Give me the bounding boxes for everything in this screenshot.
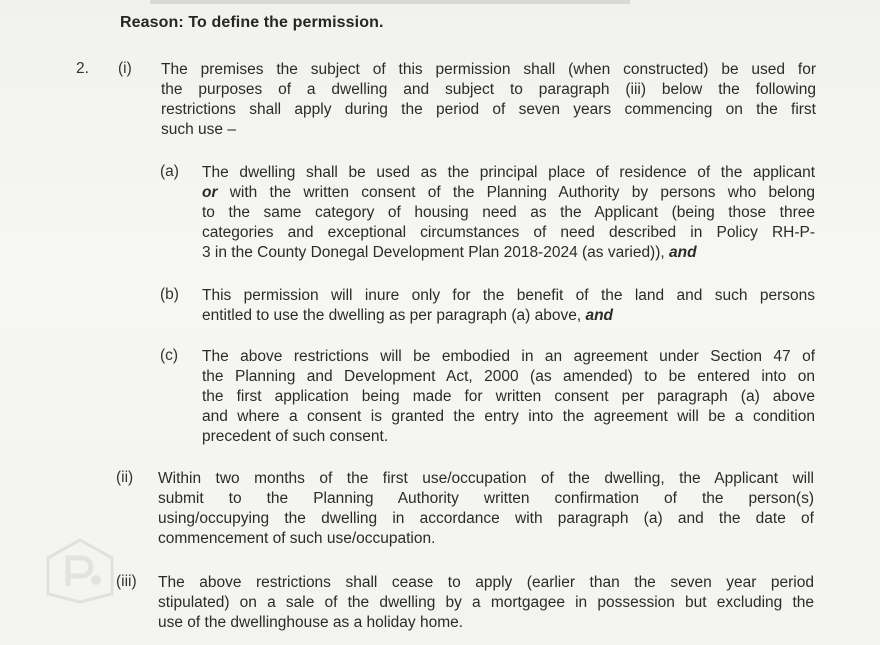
sub-ii-line: commencement of such use/occupation. <box>158 530 436 547</box>
sub-i-line: restrictions shall apply during the period of seven years commencing on the first <box>161 101 816 118</box>
sub-b-line <box>202 306 815 326</box>
sub-iii-line: use of the dwellinghouse as a holiday home. <box>158 614 464 631</box>
clause-number: 2. <box>76 60 89 77</box>
sub-i-label: (i) <box>118 60 132 77</box>
sub-ii-label: (ii) <box>116 469 134 486</box>
sub-a-line: categories and exceptional circumstances of need described in Policy RH-P- <box>202 224 815 241</box>
sub-c-text <box>202 347 815 447</box>
sub-ii-text <box>158 469 814 549</box>
sub-a-line5: 3 in the County Donegal Development Plan 2018-2024 (as varied)), <box>202 244 665 261</box>
sub-c-line: the Planning and Development Act, 2000 (as amended) to be entered into on <box>202 368 815 385</box>
sub-i-line: such use – <box>161 121 236 138</box>
sub-ii-line: submit to the Planning Authority written confirmation of the person(s) <box>158 490 814 507</box>
sub-b-and: and <box>585 307 614 324</box>
sub-a-line2-rest: with the written consent of the Planning Authority by persons who belong <box>217 184 815 201</box>
property-watermark-icon <box>40 536 120 606</box>
sub-b-label: (b) <box>160 286 179 303</box>
sub-a-or: or <box>202 184 218 201</box>
sub-a-line: The dwelling shall be used as the principal place of residence of the applicant <box>202 164 815 181</box>
sub-c-label: (c) <box>160 347 179 364</box>
sub-b-line: This permission will inure only for the benefit of the land and such persons <box>202 287 815 304</box>
sub-b-line2: entitled to use the dwelling as per paragraph (a) above, <box>202 307 582 324</box>
sub-a-and: and <box>669 244 697 261</box>
sub-b-text <box>202 286 815 326</box>
sub-iii-text <box>158 573 814 633</box>
sub-a-line <box>202 243 815 263</box>
sub-i-text <box>161 60 816 140</box>
sub-ii-line: Within two months of the first use/occupation of the dwelling, the Applicant will <box>158 470 814 487</box>
sub-i-line: the purposes of a dwelling and subject to paragraph (iii) below the following <box>161 81 816 98</box>
reason-heading: Reason: To define the permission. <box>120 14 384 31</box>
sub-ii-line: using/occupying the dwelling in accordance with paragraph (a) and the date of <box>158 510 814 527</box>
sub-c-line: the first application being made for written consent per paragraph (a) above <box>202 388 815 405</box>
sub-iii-line: The above restrictions shall cease to apply (earlier than the seven year period <box>158 574 814 591</box>
sub-a-line <box>202 183 815 203</box>
top-rule <box>150 0 630 4</box>
sub-a-text <box>202 163 815 263</box>
sub-c-line: precedent of such consent. <box>202 428 389 445</box>
sub-iii-label: (iii) <box>116 573 137 590</box>
sub-c-line: and where a consent is granted the entry into the agreement will be a condition <box>202 408 815 425</box>
sub-c-line: The above restrictions will be embodied in an agreement under Section 47 of <box>202 348 815 365</box>
sub-a-line: to the same category of housing need as the Applicant (being those three <box>202 204 815 221</box>
sub-iii-line: stipulated) on a sale of the dwelling by a mortgagee in possession but excluding the <box>158 594 814 611</box>
sub-a-label: (a) <box>160 163 179 180</box>
sub-i-line: The premises the subject of this permission shall (when constructed) be used for <box>161 61 816 78</box>
